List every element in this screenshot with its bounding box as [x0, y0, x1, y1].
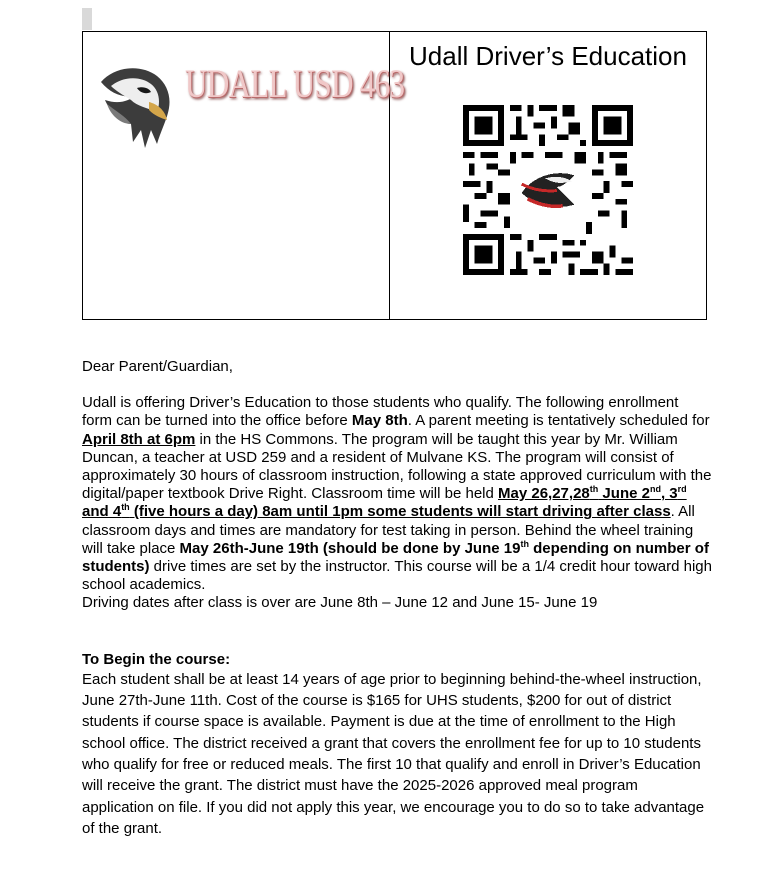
intro-text-1: Udall is offering Driver’s Education to those students who qualify. The following enrollment form can be turned into the office before: [82, 394, 679, 430]
salutation: Dear Parent/Guardian,: [82, 358, 233, 375]
class-date-4: and 4: [82, 503, 122, 521]
logo-cell: [83, 32, 405, 319]
course-paragraph: Each student shall be at least 14 years of age prior to beginning behind-the-wheel instruction, June 27th-June 11th. Cost of the course is $165 for UHS students, $200 for out of district students if course space is available. Payment is due at the time of enrollment to the High school office. The district received a grant that covers the enrollment fee for up to 10 students who qualify for free or reduced meals. The first 10 that qualify and enroll in Driver’s Education will receive the grant. The district must have the 2025-2026 approved meal program application on file. If you did not apply this year, we encourage you to do so to take advantage of the grant.: [82, 670, 705, 837]
paragraph-marker: [82, 8, 92, 30]
qr-code-icon: [463, 105, 633, 275]
drive-window-2: depending on number of students): [82, 539, 709, 576]
class-hours: (five hours a day) 8am until 1pm some students will start driving after class: [129, 503, 671, 521]
course-heading: To Begin the course:: [82, 650, 231, 668]
ordinal-suffix: th: [589, 484, 599, 495]
district-name: UDALL USD 463: [185, 61, 405, 106]
intro-text-2: . A parent meeting is tentatively scheduled for: [407, 412, 710, 430]
class-date-1: May 26,27,28: [498, 485, 590, 503]
drive-window-1: May 26th-June 19th (should be done by June 19: [179, 539, 521, 557]
intro-text-5: drive times are set by the instructor. This course will be a 1/4 credit hour toward high school academics.: [82, 558, 712, 594]
intro-paragraph: [82, 394, 712, 594]
intro-text-3: in the HS Commons. The program will be taught this year by Mr. William Duncan, a teacher at USD 259 and a resident of Mulvane KS. The program will consist of approximately 30 hours of classroom instruction, following a state approved curriculum with the digital/paper textbook Drive Right. Classroom time will be held: [82, 430, 712, 503]
title-cell: [390, 32, 706, 319]
class-date-2: June 2: [598, 485, 650, 503]
meeting-date: April 8th at 6pm: [82, 430, 196, 448]
ordinal-suffix: nd: [649, 484, 661, 495]
driving-dates: Driving dates after class is over are June 8th – June 12 and June 15- June 19: [82, 594, 598, 612]
ordinal-suffix: th: [121, 502, 130, 513]
letter-body: [82, 358, 712, 839]
ordinal-suffix: th: [520, 538, 529, 549]
eagle-head-icon: [97, 60, 175, 156]
ordinal-suffix: rd: [677, 484, 687, 495]
program-title: Udall Driver’s Education: [409, 41, 687, 71]
class-date-3: , 3: [660, 485, 678, 503]
enrollment-deadline: May 8th: [351, 412, 408, 430]
header-table: [82, 31, 707, 320]
intro-text-4: . All classroom days and times are mandatory for test taking in person. Behind the wheel training will take place: [82, 503, 695, 557]
